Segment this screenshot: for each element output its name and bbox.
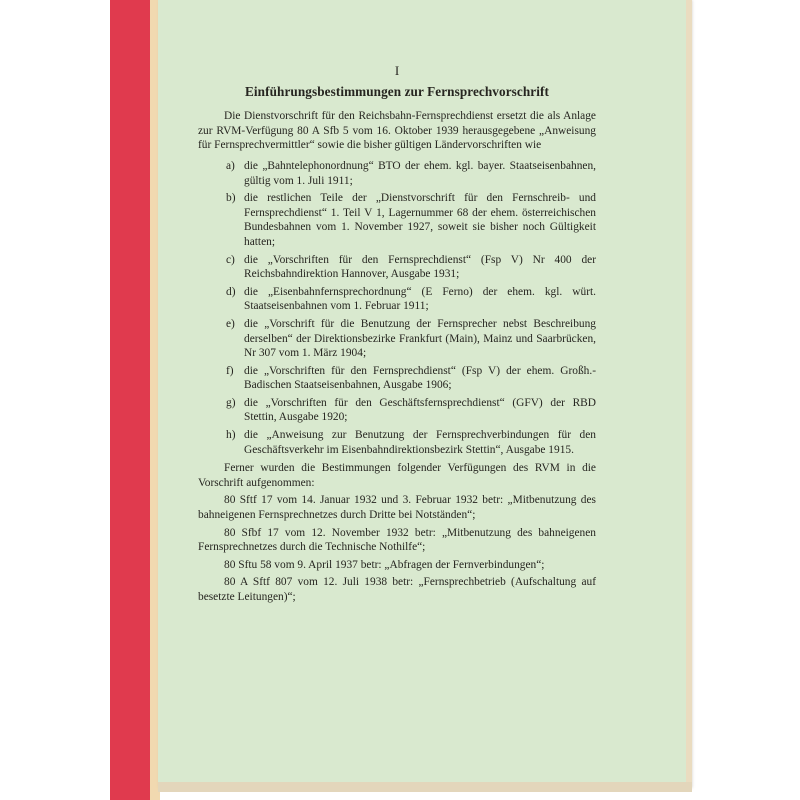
section-title: Einführungsbestimmungen zur Fernsprechvorschrift	[245, 83, 549, 99]
regulation-list	[198, 159, 596, 457]
list-item	[226, 253, 596, 282]
list-item	[226, 396, 596, 425]
list-item-label: b)	[226, 192, 236, 205]
ferner-paragraph: Ferner wurden die Bestimmungen folgender Verfügungen des RVM in die Vorschrift aufgenommen:	[198, 462, 596, 489]
order-paragraph: 80 Sftu 58 vom 9. April 1937 betr: „Abfragen der Fernverbindungen“;	[224, 558, 545, 571]
list-item-text: die restlichen Teile der „Dienstvorschrift für den Fernschreib- und Fernsprechdienst“ 1. Teil V 1, Lagernummer 68 der ehem. österreichischen Bundesbahnen vom 1. November 1927, soweit sie bisher noch Gültigkeit hatten;	[244, 192, 596, 248]
list-item-label: d)	[226, 285, 236, 298]
list-item-label: c)	[226, 253, 235, 266]
order-paragraph: 80 Sfbf 17 vom 12. November 1932 betr: „Mitbenutzung des bahneigenen Fernsprechnetzes durch die Technische Nothilfe“;	[198, 526, 596, 554]
list-item-text: die „Vorschrift für die Benutzung der Fernsprecher nebst Beschreibung derselben“ der Direktionsbezirke Frankfurt (Main), Mainz und Saarbrücken, Nr 307 vom 1. März 1904;	[244, 317, 596, 360]
page-bottom-edge	[158, 782, 692, 792]
list-item	[226, 285, 596, 314]
list-item-label: e)	[226, 317, 235, 330]
page-right-edge	[686, 0, 692, 784]
order-paragraph: 80 Sftf 17 vom 14. Januar 1932 und 3. Februar 1932 betr: „Mitbenutzung des bahneigenen Fernsprechnetzes durch Dritte bei Notständen“;	[198, 494, 596, 522]
list-item	[226, 364, 596, 393]
list-item-label: g)	[226, 396, 236, 409]
list-item-label: a)	[226, 159, 235, 172]
list-item-label: f)	[226, 364, 234, 377]
list-item	[226, 428, 596, 457]
list-item	[226, 159, 596, 188]
list-item-text: die „Vorschriften für den Geschäftsfernsprechdienst“ (GFV) der RBD Stettin, Ausgabe 1920;	[244, 396, 596, 424]
list-item-text: die „Vorschriften für den Fernsprechdienst“ (Fsp V) der ehem. Großh.-Badischen Staatseisenbahnen, Ausgabe 1906;	[244, 364, 596, 392]
list-item	[226, 317, 596, 361]
list-item-label: h)	[226, 429, 236, 442]
order-paragraph: 80 A Sftf 807 vom 12. Juli 1938 betr: „Fernsprechbetrieb (Aufschaltung auf besetzte Leitungen)“;	[198, 576, 596, 603]
list-item-text: die „Anweisung zur Benutzung der Fernsprechverbindungen für den Geschäftsverkehr im Eisenbahndirektionsbezirk Stettin“, Ausgabe 1915.	[244, 429, 596, 456]
list-item-text: die „Vorschriften für den Fernsprechdienst“ (Fsp V) Nr 400 der Reichsbahndirektion Hannover, Ausgabe 1931;	[244, 253, 596, 281]
intro-paragraph: Die Dienstvorschrift für den Reichsbahn-Fernsprechdienst ersetzt die als Anlage zur RVM-Verfügung 80 A Sfb 5 vom 16. Oktober 1939 herausgegebene „Anweisung für Fernsprechvermittler“ sowie die bisher gültigen Ländervorschriften wie	[198, 110, 596, 152]
section-number: I	[394, 63, 400, 78]
list-item-text: die „Bahntelephonordnung“ BTO der ehem. kgl. bayer. Staatseisenbahnen, gültig vom 1. Juli 1911;	[244, 159, 596, 187]
list-item	[226, 191, 596, 249]
list-item-text: die „Eisenbahnfernsprechordnung“ (E Ferno) der ehem. kgl. würt. Staatseisenbahnen vom 1. Februar 1911;	[244, 285, 596, 313]
page-content	[198, 64, 596, 605]
